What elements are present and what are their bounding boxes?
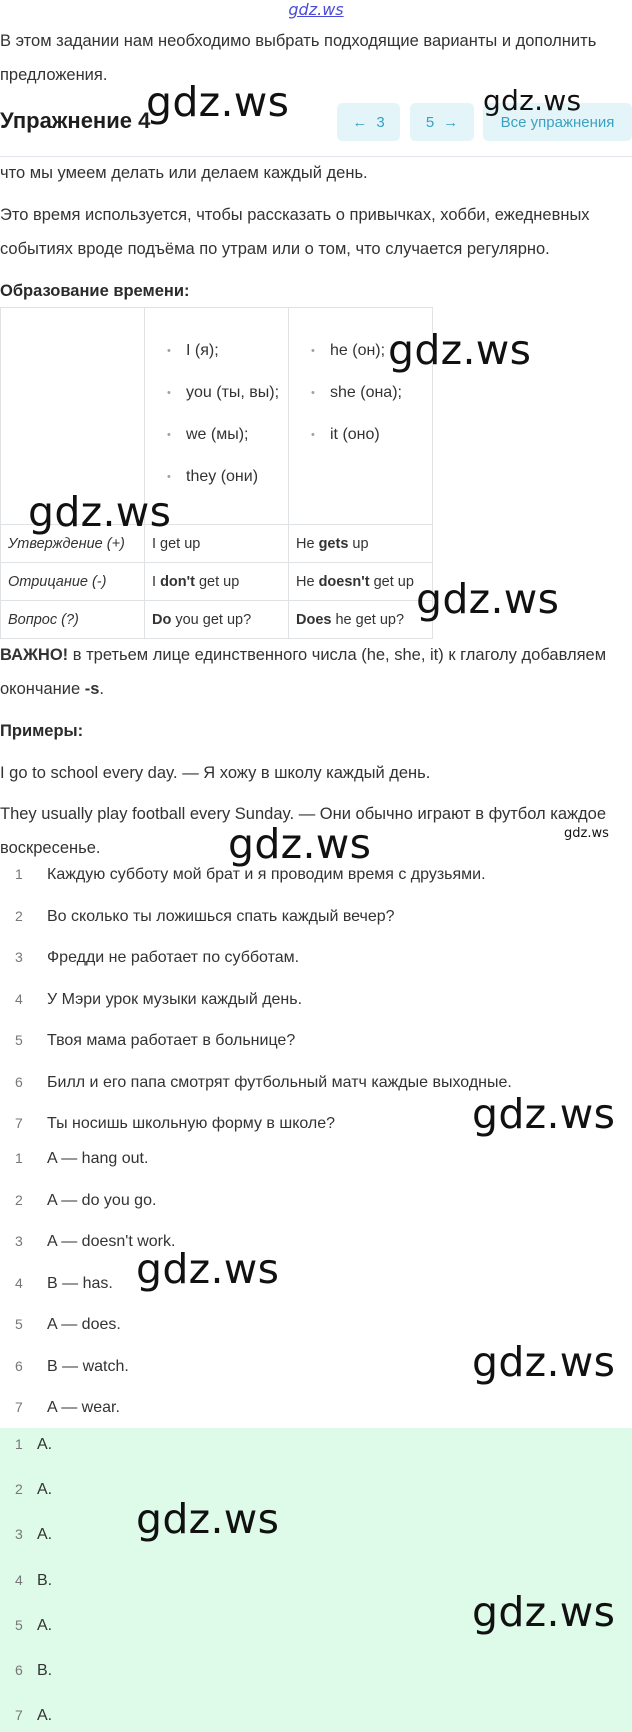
pronoun-item: • she (она); (289, 372, 432, 414)
prev-exercise-label: 3 (376, 113, 385, 131)
watermark: gdz.ws (228, 820, 372, 868)
intro-text: В этом задании нам необходимо выбрать подходящие варианты и дополнить предложения. (0, 32, 597, 84)
answer-item: 6 B. (15, 1661, 53, 1679)
list-item: 7 Ты носишь школьную форму в школе? (15, 1115, 336, 1132)
list-item: 2 Во сколько ты ложишься спать каждый вечер? (15, 907, 395, 925)
list-item: 1 Каждую субботу мой брат и я проводим время с друзьями. (15, 866, 486, 883)
cell-plural: Do you get up? (145, 601, 289, 639)
pronoun-item: • you (ты, вы); (145, 372, 288, 414)
cell-third-person: He doesn't get up (289, 563, 433, 601)
watermark: gdz.ws (388, 326, 532, 374)
list-item: 4 У Мэри урок музыки каждый день. (15, 990, 303, 1008)
list-item: 6 Билл и его папа смотрят футбольный матч каждые выходные. (15, 1073, 512, 1091)
prev-exercise-button[interactable] (337, 103, 400, 141)
watermark: gdz.ws (28, 488, 172, 536)
example-2: They usually play football every Sunday. — Они обычно играют в футбол каждое воскресенье. (0, 805, 607, 857)
cell-third-person: Does he get up? (289, 601, 433, 639)
answers-block (0, 1428, 632, 1732)
watermark: gdz.ws (136, 1495, 280, 1543)
pronoun-item: • he (он); (289, 330, 432, 372)
choices-list (0, 1150, 632, 1441)
list-item: 1 A — hang out. (15, 1150, 149, 1167)
cell-plural: I get up (145, 525, 289, 563)
watermark: gdz.ws (483, 84, 582, 117)
table-row-question (1, 601, 433, 639)
row-label: Вопрос (?) (1, 601, 145, 639)
watermark: gdz.ws (416, 575, 560, 623)
list-item: 4 B — has. (15, 1274, 113, 1292)
exercise-title: Упражнение 4 (0, 108, 151, 133)
examples-heading: Примеры: (0, 722, 84, 740)
answer-item: 4 B. (15, 1571, 53, 1589)
list-item: 3 Фредди не работает по субботам. (15, 949, 300, 966)
next-exercise-label: 5 (425, 113, 435, 131)
important-label: ВАЖНО! (0, 646, 69, 664)
answer-item: 3 A. (15, 1526, 53, 1544)
formation-heading: Образование времени: (0, 282, 190, 300)
pronoun-item: • they (они) (145, 456, 288, 498)
list-item: 5 A — does. (15, 1316, 121, 1333)
arrow-right-icon: → (443, 113, 459, 131)
pronoun-item: • I (я); (145, 330, 288, 372)
watermark: gdz.ws (472, 1338, 616, 1386)
pronoun-item: • we (мы); (145, 414, 288, 456)
important-note: ВАЖНО! в третьем лице единственного числа (he, she, it) к глаголу добавляем окончание -s. (0, 646, 607, 698)
next-exercise-button[interactable] (410, 103, 474, 141)
list-item: 5 Твоя мама работает в больнице? (15, 1032, 296, 1049)
theory-paragraph-1: что мы умеем делать или делаем каждый день. (0, 164, 368, 182)
list-item: 7 A — wear. (15, 1399, 120, 1416)
cell-plural: I don't get up (145, 563, 289, 601)
watermark: gdz.ws (472, 1090, 616, 1138)
watermark: gdz.ws (564, 826, 609, 841)
watermark: gdz.ws (146, 78, 290, 126)
list-item: 6 B — watch. (15, 1357, 129, 1375)
pronoun-item: • it (оно) (289, 414, 432, 456)
answer-item: 2 A. (15, 1481, 53, 1499)
list-item: 2 A — do you go. (15, 1191, 157, 1209)
watermark: gdz.ws (472, 1588, 616, 1636)
example-1: I go to school every day. — Я хожу в школу каждый день. (0, 764, 431, 782)
theory-paragraph-2: Это время используется, чтобы рассказать о привычках, хобби, ежедневных событиях вроде подъёма по утрам или о том, что случается регулярно. (0, 206, 590, 258)
tense-table (0, 307, 433, 639)
watermark: gdz.ws (136, 1245, 280, 1293)
row-label: Утверждение (+) (1, 525, 145, 563)
row-label: Отрицание (-) (1, 563, 145, 601)
arrow-left-icon: ← (352, 113, 368, 131)
answer-item: 1 A. (15, 1436, 53, 1453)
cell-third-person: He gets up (289, 525, 433, 563)
all-exercises-label: Все упражнения (500, 113, 615, 131)
site-top-link[interactable]: gdz.ws (288, 0, 344, 19)
answer-item: 7 A. (15, 1707, 53, 1725)
list-item: 3 A — doesn't work. (15, 1233, 176, 1250)
table-row-negative (1, 563, 433, 601)
answer-item: 5 A. (15, 1616, 53, 1634)
